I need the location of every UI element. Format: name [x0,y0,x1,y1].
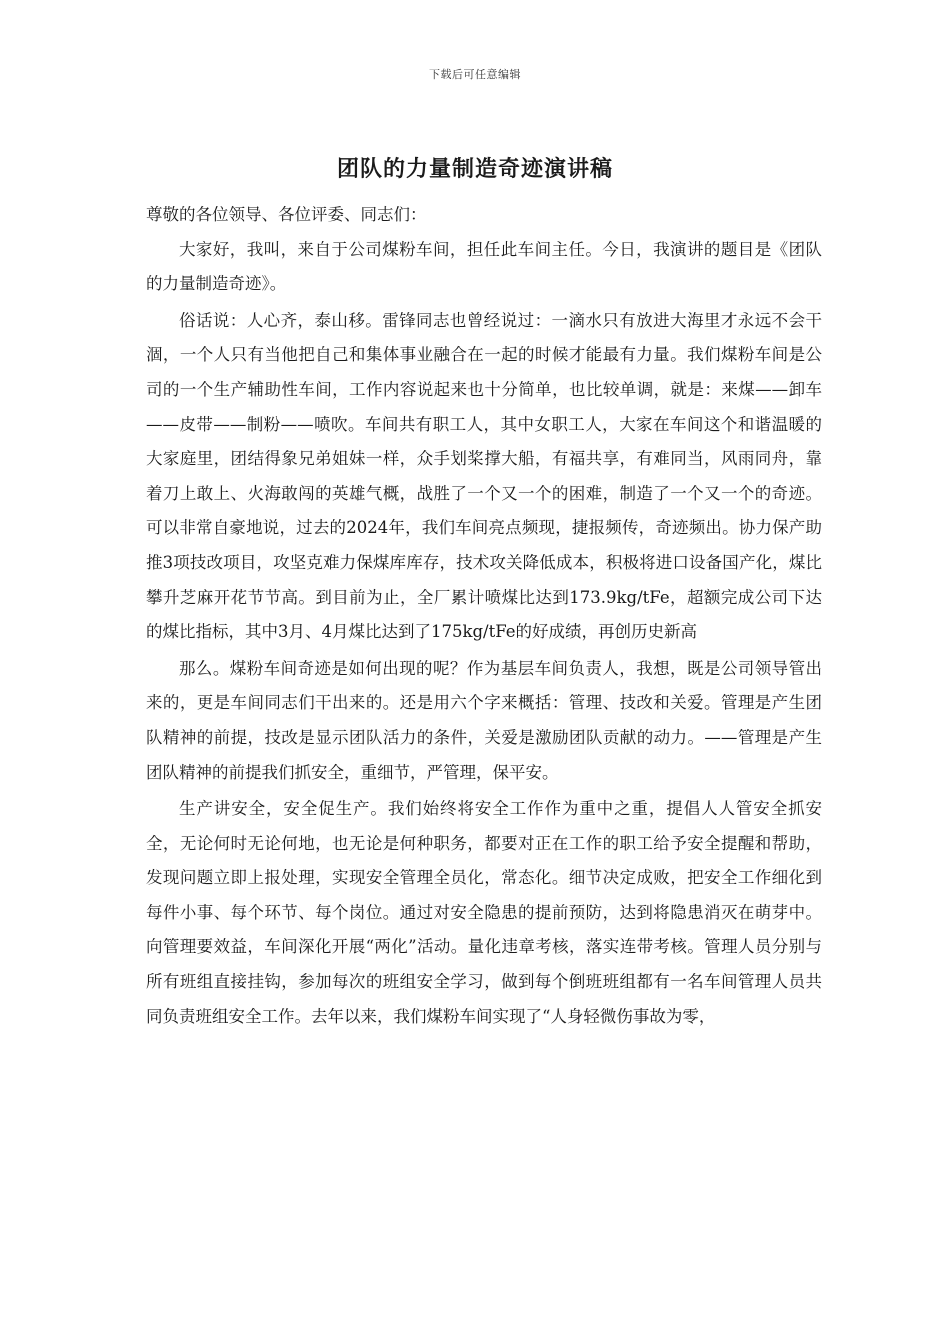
paragraph-safety: 生产讲安全，安全促生产。我们始终将安全工作作为重中之重，提倡人人管安全抓安全，无论何时无论何地，也无论是何种职务，都要对正在工作的职工给予安全提醒和帮助，发现问题立即上报处理，实现安全管理全员化，常态化。细节决定成败，把安全工作细化到每件小事、每个环节、每个岗位。通过对安全隐患的提前预防，达到将隐患消灭在萌芽中。向管理要效益，车间深化开展“两化”活动。量化违章考核，落实连带考核。管理人员分别与所有班组直接挂钩，参加每次的班组安全学习，做到每个倒班班组都有一名车间管理人员共同负责班组安全工作。去年以来，我们煤粉车间实现了“人身轻微伤事故为零， [146,799,822,1026]
document-body [146,198,822,1034]
document-title: 团队的力量制造奇迹演讲稿 [336,157,613,182]
paragraph-intro: 大家好，我叫，来自于公司煤粉车间，担任此车间主任。今日，我演讲的题目是《团队的力量制造奇迹》。 [146,239,822,294]
page-header-note: 下载后可任意编辑 [429,68,521,81]
paragraph-how: 那么。煤粉车间奇迹是如何出现的呢？作为基层车间负责人，我想，既是公司领导管出来的，更是车间同志们干出来的。还是用六个字来概括：管理、技改和关爱。管理是产生团队精神的前提，技改是显示团队活力的条件，关爱是激励团队贡献的动力。——管理是产生团队精神的前提我们抓安全，重细节，严管理，保平安。 [146,658,822,782]
salutation: 尊敬的各位领导、各位评委、同志们： [146,205,427,224]
paragraph-achievements: 俗话说：人心齐，泰山移。雷锋同志也曾经说过：一滴水只有放进大海里才永远不会干涸，一个人只有当他把自己和集体事业融合在一起的时候才能最有力量。我们煤粉车间是公司的一个生产辅助性车间，工作内容说起来也十分简单，也比较单调，就是：来煤——卸车——皮带——制粉——喷吹。车间共有职工人，其中女职工人，大家在车间这个和谐温暖的大家庭里，团结得象兄弟姐妹一样，众手划桨撑大船，有福共享，有难同当，风雨同舟，靠着刀上敢上、火海敢闯的英雄气概，战胜了一个又一个的困难，制造了一个又一个的奇迹。可以非常自豪地说，过去的2024年，我们车间亮点频现，捷报频传，奇迹频出。协力保产助推3项技改项目，攻坚克难力保煤库库存，技术攻关降低成本，积极将进口设备国产化，煤比攀升芝麻开花节节高。到目前为止，全厂累计喷煤比达到173.9kg/tFe，超额完成公司下达的煤比指标，其中3月、4月煤比达到了175kg/tFe的好成绩，再创历史新高 [146,310,822,642]
